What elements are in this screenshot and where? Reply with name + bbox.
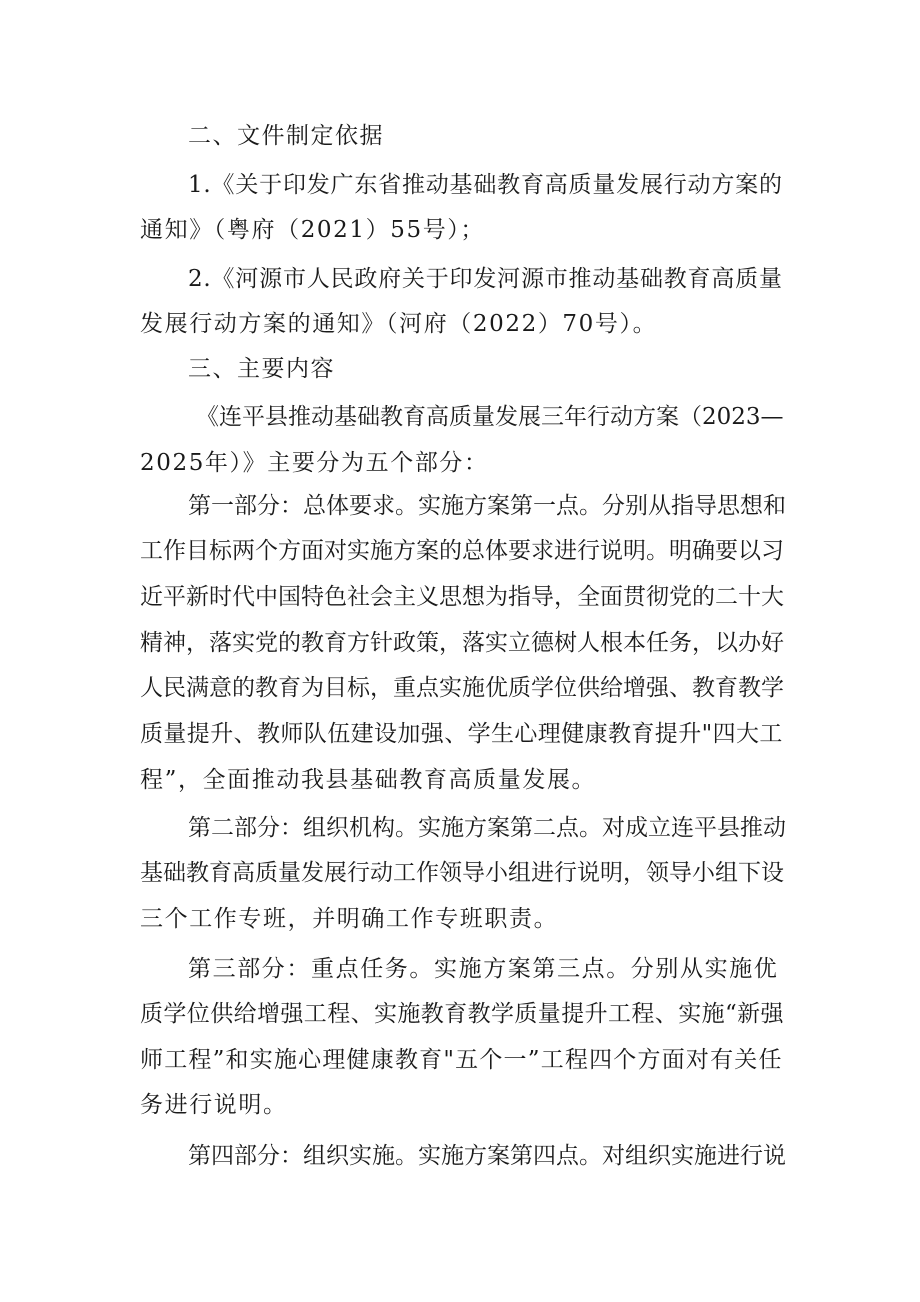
intro-line-2: 2025年）》主要分为五个部分： [140,450,489,476]
intro-line-1: 《连平县推动基础教育高质量发展三年行动方案（2023— [196,404,784,430]
part-3-line-1: 第三部分：重点任务。实施方案第三点。分别从实施优 [188,956,779,982]
part-1-line-4: 精神，落实党的教育方针政策，落实立德树人根本任务，以办好 [140,630,784,656]
part-4-line-1: 第四部分：组织实施。实施方案第四点。对组织实施进行说 [188,1143,786,1169]
part-1-line-5: 人民满意的教育为目标，重点实施优质学位供给增强、教育教学 [140,675,784,701]
part-1-line-3: 近平新时代中国特色社会主义思想为指导，全面贯彻党的二十大 [140,584,784,610]
basis-item-1-line-2: 通知》（粤府（2021）55号）； [140,217,485,243]
part-3-line-2: 质学位供给增强工程、实施教育教学质量提升工程、实施“新强 [140,1001,784,1027]
part-3-line-3: 师工程”和实施心理健康教育"五个一”工程四个方面对有关任 [140,1047,783,1073]
basis-item-2-line-2: 发展行动方案的通知》（河府（2022）70号）。 [140,311,658,337]
part-3-line-4: 务进行说明。 [140,1092,288,1118]
part-2-line-3: 三个工作专班，并明确工作专班职责。 [140,906,559,932]
part-2-line-1: 第二部分：组织机构。实施方案第二点。对成立连平县推动 [188,815,786,841]
part-1-line-7: 程”，全面推动我县基础教育高质量发展。 [140,767,597,793]
basis-item-2-line-1: 2.《河源市人民政府关于印发河源市推动基础教育高质量 [188,266,783,292]
section-heading-main-content: 三、主要内容 [188,356,335,382]
section-heading-basis: 二、文件制定依据 [188,123,384,149]
part-1-line-6: 质量提升、教师队伍建设加强、学生心理健康教育提升"四大工 [140,721,783,747]
part-2-line-2: 基础教育高质量发展行动工作领导小组进行说明，领导小组下设 [140,860,784,886]
part-1-line-1: 第一部分：总体要求。实施方案第一点。分别从指导思想和 [188,493,786,519]
part-1-line-2: 工作目标两个方面对实施方案的总体要求进行说明。明确要以习 [140,538,784,564]
basis-item-1-line-1: 1.《关于印发广东省推动基础教育高质量发展行动方案的 [188,172,783,198]
